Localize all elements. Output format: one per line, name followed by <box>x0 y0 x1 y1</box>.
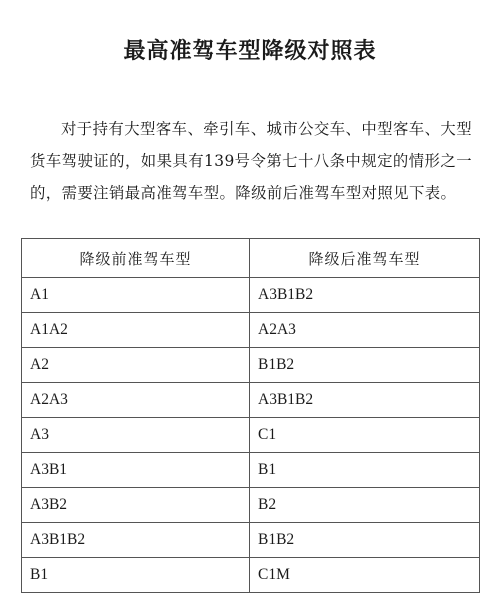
table-row <box>22 313 480 348</box>
conversion-table <box>21 238 480 593</box>
cell-before: A1A2 <box>22 313 250 348</box>
table-header-row <box>22 239 480 278</box>
table-row <box>22 348 480 383</box>
cell-before: B1 <box>22 558 250 593</box>
cell-after: C1 <box>250 418 480 453</box>
table-row <box>22 418 480 453</box>
table-row <box>22 558 480 593</box>
cell-after: B2 <box>250 488 480 523</box>
cell-before: A3 <box>22 418 250 453</box>
table-row <box>22 488 480 523</box>
document-title: 最高准驾车型降级对照表 <box>123 38 377 64</box>
cell-before: A2A3 <box>22 383 250 418</box>
cell-before: A3B1 <box>22 453 250 488</box>
header-before: 降级前准驾车型 <box>22 239 250 278</box>
cell-after: A3B1B2 <box>250 383 480 418</box>
cell-before: A2 <box>22 348 250 383</box>
cell-after: B1B2 <box>250 523 480 558</box>
header-after: 降级后准驾车型 <box>250 239 480 278</box>
table-row <box>22 278 480 313</box>
cell-after: B1 <box>250 453 480 488</box>
table-row <box>22 523 480 558</box>
cell-after: A3B1B2 <box>250 278 480 313</box>
cell-after: A2A3 <box>250 313 480 348</box>
cell-after: C1M <box>250 558 480 593</box>
table-row <box>22 383 480 418</box>
cell-before: A3B2 <box>22 488 250 523</box>
cell-after: B1B2 <box>250 348 480 383</box>
cell-before: A3B1B2 <box>22 523 250 558</box>
table-row <box>22 453 480 488</box>
intro-paragraph: 对于持有大型客车、牵引车、城市公交车、中型客车、大型货车驾驶证的，如果具有139号令第七十八条中规定的情形之一的，需要注销最高准驾车型。降级前后准驾车型对照见下表。 <box>30 120 472 202</box>
cell-before: A1 <box>22 278 250 313</box>
